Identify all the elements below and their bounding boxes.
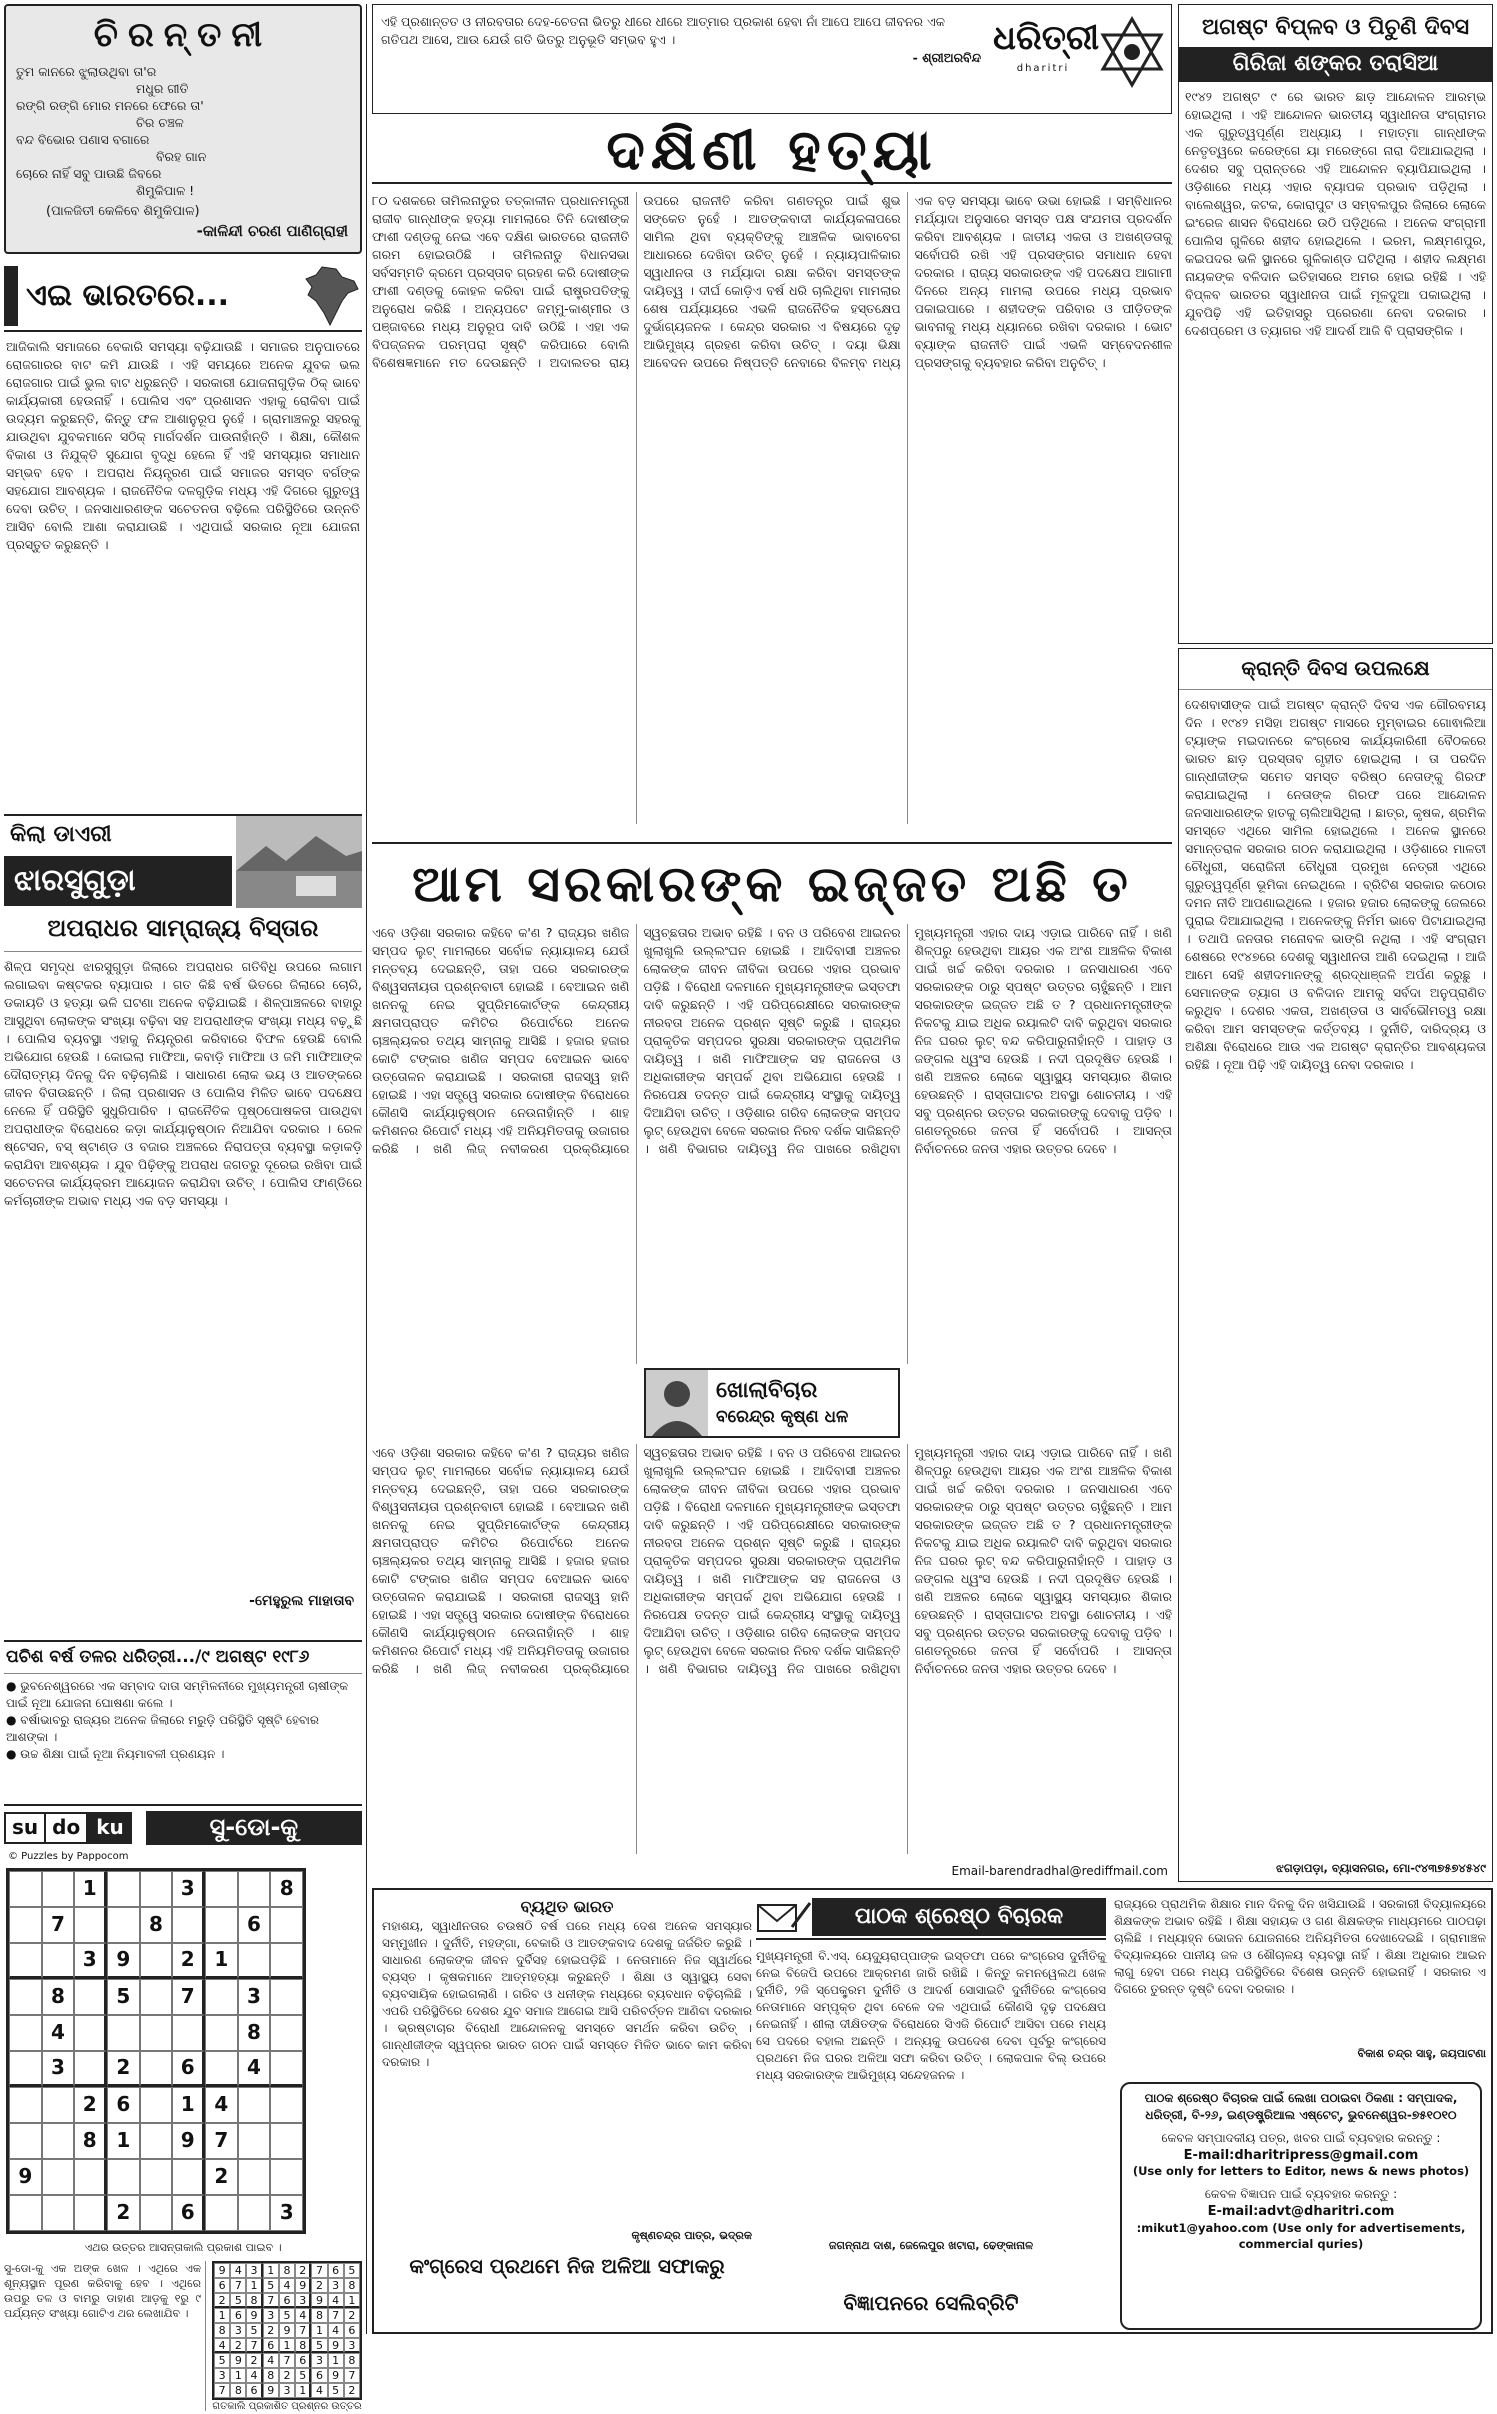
pachisha-list bbox=[4, 1674, 362, 1767]
poem-box bbox=[4, 4, 362, 254]
solution-cell: 8 bbox=[311, 2308, 327, 2323]
letters-heading: ପାଠକ ଶ୍ରେଷ୍ଠ ବିଚାରକ bbox=[812, 1898, 1106, 1936]
solution-cell: 2 bbox=[230, 2338, 246, 2353]
solution-cell: 6 bbox=[246, 2383, 262, 2398]
solution-cell: 1 bbox=[279, 2338, 295, 2353]
solution-cell: 1 bbox=[246, 2278, 262, 2293]
sudoku-cell[interactable] bbox=[205, 2015, 238, 2051]
sudoku-cell[interactable] bbox=[9, 1943, 42, 1979]
sudoku-cell[interactable] bbox=[172, 2159, 205, 2195]
sudoku-brand-odia: ସୁ-ଡୋ-କୁ bbox=[146, 1811, 362, 1844]
solution-cell: 7 bbox=[279, 2353, 295, 2368]
sudoku-brand-ku: ku bbox=[88, 1812, 132, 1844]
sudoku-solution bbox=[212, 2261, 362, 2414]
solution-cell: 5 bbox=[214, 2353, 230, 2368]
sudoku-cell[interactable]: 9 bbox=[172, 2123, 205, 2159]
hexagram-logo-icon bbox=[1097, 15, 1167, 101]
right-article-author: ଗିରିଜା ଶଙ୍କର ତରାସିଆ bbox=[1179, 47, 1492, 81]
solution-cell: 4 bbox=[230, 2263, 246, 2278]
khola-bichara-box bbox=[644, 1368, 900, 1438]
solution-cell: 2 bbox=[279, 2368, 295, 2383]
letter-3-text: ରାଜ୍ୟରେ ପ୍ରାଥମିକ ଶିକ୍ଷାର ମାନ ଦିନକୁ ଦିନ ଖସିଯାଉଛି । ସରକାରୀ ବିଦ୍ୟାଳୟରେ ଶିକ୍ଷକଙ୍କ ଅଭାବ ରହିଛି । ଶିକ୍ଷା ସହାୟକ ଓ ଗଣ ଶିକ୍ଷକଙ୍କ ମାଧ୍ୟମରେ ପାଠପଢ଼ା ଚାଲିଛି । ମଧ୍ୟାହ୍ନ ଭୋଜନ ଯୋଜନାରେ ଅନିୟମିତତା ଦେଖାଦେଇଛି । ଗ୍ରାମାଞ୍ଚଳ ବିଦ୍ୟାଳୟରେ ପାନୀୟ ଜଳ ଓ ଶୌଚାଳୟ ବ୍ୟବସ୍ଥା ନାହିଁ । ଶିକ୍ଷା ଅଧିକାର ଆଇନ ଲାଗୁ ହେବା ପରେ ମଧ୍ୟ ପରିସ୍ଥିତିରେ ବିଶେଷ ଉନ୍ନତି ହୋଇନାହିଁ । ସରକାର ଏ ଦିଗରେ ତୁରନ୍ତ ଦୃଷ୍ଟି ଦେବା ଦରକାର । bbox=[1114, 1897, 1486, 1996]
sudoku-cell[interactable] bbox=[9, 2087, 42, 2123]
solution-cell: 8 bbox=[230, 2383, 246, 2398]
sudoku-cell[interactable] bbox=[42, 2123, 75, 2159]
email-label: କେବଳ ସମ୍ପାଦକୀୟ ପତ୍ର, ଖବର ପାଇଁ ବ୍ୟବହାର କରନ୍ତୁ : bbox=[1161, 2131, 1441, 2145]
kila-diary-section bbox=[4, 814, 362, 1634]
solution-cell: 2 bbox=[263, 2323, 279, 2338]
letter-2-author: ଜଗନ୍ନାଥ ଦାଶ, ଜେଲେପୁର ଖଟାରା, ଢେଙ୍କାନାଳ bbox=[828, 2239, 1034, 2252]
sudoku-cell[interactable]: 7 bbox=[172, 1979, 205, 2015]
sudoku-cell[interactable] bbox=[238, 2159, 271, 2195]
sudoku-cell[interactable] bbox=[9, 2195, 42, 2231]
email-advt[interactable]: E-mail:advt@dharitri.com bbox=[1207, 2203, 1395, 2219]
sudoku-cell[interactable] bbox=[270, 2087, 303, 2123]
sudoku-cell[interactable]: 3 bbox=[270, 2195, 303, 2231]
sudoku-cell[interactable] bbox=[238, 2087, 271, 2123]
sudoku-cell[interactable] bbox=[140, 2087, 173, 2123]
solution-cell: 9 bbox=[246, 2308, 262, 2323]
solution-cell: 9 bbox=[311, 2293, 327, 2308]
solution-cell: 5 bbox=[279, 2308, 295, 2323]
solution-cell: 4 bbox=[295, 2308, 311, 2323]
solution-cell: 8 bbox=[344, 2278, 360, 2293]
poem-line: ମଧୁର ଗୀତି bbox=[136, 80, 189, 96]
right-article-2 bbox=[1178, 648, 1493, 1882]
sudoku-cell[interactable] bbox=[74, 1907, 107, 1943]
right-byline: ଝଗଡ଼ାପଡ଼ା, ବ୍ୟାସନଗର, ମୋ-୯୪୩୭୫୭୪୫୪୯ bbox=[1276, 1861, 1486, 1876]
solution-cell: 9 bbox=[328, 2368, 344, 2383]
column-byline bbox=[708, 1376, 848, 1430]
sudoku-cell[interactable] bbox=[74, 1979, 107, 2015]
sudoku-section bbox=[4, 1804, 362, 2412]
sudoku-cell[interactable]: 7 bbox=[42, 1907, 75, 1943]
letter-2-title: କଂଗ୍ରେସ ପ୍ରଥମେ ନିଜ ଅଳିଆ ସଫାକରୁ bbox=[409, 2254, 725, 2279]
solution-cell: 5 bbox=[328, 2383, 344, 2398]
sudoku-cell[interactable] bbox=[9, 1907, 42, 1943]
right-article-text: ୧୯୪୨ ଅଗଷ୍ଟ ୯ ରେ ଭାରତ ଛାଡ଼ ଆନ୍ଦୋଳନ ଆରମ୍ଭ ହୋଇଥିଲା । ଏହି ଆନ୍ଦୋଳନ ଭାରତୀୟ ସ୍ୱାଧୀନତା ସଂଗ୍ରାମର ଏକ ଗୁରୁତ୍ୱପୂର୍ଣ୍ଣ ଅଧ୍ୟାୟ । ମହାତ୍ମା ଗାନ୍ଧୀଙ୍କ ନେତୃତ୍ୱରେ କରେଙ୍ଗେ ୟା ମରେଙ୍ଗେ ନାରା ଦିଆଯାଇଥିଲା । ଦେଶର ସବୁ ପ୍ରାନ୍ତରେ ଏହି ଆନ୍ଦୋଳନ ବ୍ୟାପିଯାଇଥିଲା । ଓଡ଼ିଶାରେ ମଧ୍ୟ ଏହାର ବ୍ୟାପକ ପ୍ରଭାବ ପଡ଼ିଥିଲା । ବାଲେଶ୍ୱର, କଟକ, କୋରାପୁଟ ଓ ସମ୍ବଲପୁର ଜିଲାରେ ଲୋକେ ଇଂରେଜ ଶାସନ ବିରୋଧରେ ଉଠି ପଡ଼ିଥିଲେ । ଅନେକ ସଂଗ୍ରାମୀ ପୋଲିସ ଗୁଳିରେ ଶହୀଦ ହୋଇଥିଲେ । ଇରମ, ଲକ୍ଷ୍ମଣପୁର, କଇପଦର ଭଳି ସ୍ଥାନରେ ଗୁଳିକାଣ୍ଡ ଘଟିଥିଲା । ଶହୀଦ ଲକ୍ଷ୍ମଣ ନାୟକଙ୍କ ବଳିଦାନ ଇତିହାସରେ ଅମର ହୋଇ ରହିଛି । ଏହି ବିପ୍ଳବ ଭାରତର ସ୍ୱାଧୀନତା ପାଇଁ ମୂଳଦୁଆ ପକାଇଥିଲା । ଯୁବପିଢ଼ି ଏହି ଇତିହାସରୁ ପ୍ରେରଣା ନେବା ଦରକାର । ଦେଶପ୍ରେମ ଓ ତ୍ୟାଗର ଏହି ଆଦର୍ଶ ଆଜି ବି ପ୍ରାସଙ୍ଗିକ । bbox=[1185, 88, 1486, 338]
sudoku-cell[interactable]: 6 bbox=[172, 2195, 205, 2231]
solution-cell: 6 bbox=[344, 2323, 360, 2338]
author-email: Email-barendradhal@rediffmail.com bbox=[951, 1864, 1168, 1879]
poem-line: ଶିମୁକିପାଳ ! bbox=[136, 182, 195, 198]
notice-box bbox=[1120, 2082, 1482, 2330]
poem-line: ଚୋରେ ନାହିଁ ସବୁ ପାଉଛି ଜିବରେ bbox=[16, 165, 162, 181]
solution-cell: 6 bbox=[311, 2368, 327, 2383]
sudoku-cell[interactable]: 8 bbox=[140, 1907, 173, 1943]
sudoku-grid[interactable] bbox=[6, 1868, 306, 2234]
sudoku-solution-caption: ଗତକାଲି ପ୍ରକାଶିତ ପ୍ରଶ୍ନର ଉତ୍ତର bbox=[212, 2400, 362, 2412]
sudoku-cell[interactable] bbox=[140, 2015, 173, 2051]
solution-cell: 3 bbox=[295, 2293, 311, 2308]
sudoku-cell[interactable]: 1 bbox=[107, 2123, 140, 2159]
letters-section bbox=[372, 1888, 1493, 2334]
ei-bharatare-text: ଆଜିକାଲି ସମାଜରେ ବେକାରି ସମସ୍ୟା ବଢ଼ିଯାଉଛି । ସମାଜର ଅନୁପାତରେ ରୋଜଗାରର ବାଟ କମି ଯାଉଛି । ଏହି ସମୟରେ ଅନେକ ଯୁବକ ଭଲ ରୋଜଗାର ପାଇଁ ଭୁଲ ବାଟ ଧରୁଛନ୍ତି । ସରକାରୀ ଯୋଜନାଗୁଡ଼ିକ ଠିକ୍ ଭାବେ କାର୍ଯ୍ୟକାରୀ ହେଉନାହିଁ । ପୋଲିସ ଏବଂ ପ୍ରଶାସନ ଏହାକୁ ରୋକିବା ପାଇଁ ଉଦ୍ୟମ କରୁଛନ୍ତି, କିନ୍ତୁ ଫଳ ଆଶାନୁରୂପ ନୁହେଁ । ଗ୍ରାମାଞ୍ଚଳରୁ ସହରକୁ ଯାଉଥିବା ଯୁବକମାନେ ସଠିକ୍ ମାର୍ଗଦର୍ଶନ ପାଉନାହାଁନ୍ତି । ଶିକ୍ଷା, କୌଶଳ ବିକାଶ ଓ ନିଯୁକ୍ତି ସୁଯୋଗ ବୃଦ୍ଧି ହେଲେ ହିଁ ଏହି ସମସ୍ୟାର ସମାଧାନ ସମ୍ଭବ ହେବ । ଅପରାଧ ନିୟନ୍ତ୍ରଣ ପାଇଁ ସମାଜର ସମସ୍ତ ବର୍ଗଙ୍କ ସହଯୋଗ ଆବଶ୍ୟକ । ରାଜନୈତିକ ଦଳଗୁଡ଼ିକ ମଧ୍ୟ ଏହି ଦିଗରେ ଗୁରୁତ୍ୱ ଦେବା ଉଚିତ୍ । ଜନସାଧାରଣଙ୍କ ସଚେତନତା ବଢ଼ିଲେ ପରିସ୍ଥିତିରେ ଉନ୍ନତି ଆସିବ ବୋଲି ଆଶା କରାଯାଉଛି । ଏଥିପାଇଁ ସରକାର ନୂଆ ଯୋଜନା ପ୍ରସ୍ତୁତ କରୁଛନ୍ତି । bbox=[6, 339, 360, 552]
poem-line: ତୁମ କାନରେ ଝୁଲାଉଥିବା ତା'ର bbox=[16, 63, 157, 79]
masthead-quote bbox=[381, 13, 981, 67]
solution-cell: 4 bbox=[279, 2278, 295, 2293]
editorial-1-text: ୮୦ ଦଶକରେ ତାମିଲନାଡୁର ତତ୍କାଳୀନ ପ୍ରଧାନମନ୍ତ୍ରୀ ରାଜୀବ ଗାନ୍ଧୀଙ୍କ ହତ୍ୟା ମାମଲାରେ ତିନି ଦୋଷୀଙ୍କ ଫାଶୀ ଦଣ୍ଡକୁ ନେଇ ଏବେ ଦକ୍ଷିଣ ଭାରତରେ ରାଜନୀତି ଗରମ ହୋଇଉଠିଛି । ତାମିଲନାଡୁ ବିଧାନସଭା ସର୍ବସମ୍ମତି କ୍ରମେ ପ୍ରସ୍ତାବ ଗ୍ରହଣ କରି ଦୋଷୀଙ୍କ ଫାଶୀ ଦଣ୍ଡକୁ କୋହଳ କରିବା ପାଇଁ ରାଷ୍ଟ୍ରପତିଙ୍କୁ ଅନୁରୋଧ କରିଛି । ଅନ୍ୟପଟେ ଜମ୍ମୁ-କାଶ୍ମୀର ଓ ପଞ୍ଜାବରେ ମଧ୍ୟ ଅନୁରୂପ ଦାବି ଉଠିଛି । ଏହା ଏକ ବିପଜ୍ଜନକ ପରମ୍ପରା ସୃଷ୍ଟି କରିପାରେ ବୋଲି ବିଶେଷଜ୍ଞମାନେ ମତ ଦେଉଛନ୍ତି । ଅଦାଲତର ରାୟ ଉପରେ ରାଜନୀତି କରିବା ଗଣତନ୍ତ୍ର ପାଇଁ ଶୁଭ ସଙ୍କେତ ନୁହେଁ । ଆତଙ୍କବାଦୀ କାର୍ଯ୍ୟକଳାପରେ ସାମିଲ ଥିବା ବ୍ୟକ୍ତିଙ୍କୁ ଆଞ୍ଚଳିକ ଭାବାବେଗ ଆଧାରରେ ଦେଖିବା ଉଚିତ୍ ନୁହେଁ । ନ୍ୟାୟପାଳିକାର ସ୍ୱାଧୀନତା ଓ ମର୍ଯ୍ୟାଦା ରକ୍ଷା କରିବା ସମସ୍ତଙ୍କ ଦାୟିତ୍ୱ । ଦୀର୍ଘ କୋଡ଼ିଏ ବର୍ଷ ଧରି ଚାଲିଥିବା ମାମଲାର ଶେଷ ପର୍ଯ୍ୟାୟରେ ଏଭଳି ରାଜନୈତିକ ହସ୍ତକ୍ଷେପ ଦୁର୍ଭାଗ୍ୟଜନକ । କେନ୍ଦ୍ର ସରକାର ଏ ବିଷୟରେ ଦୃଢ଼ ଆଭିମୁଖ୍ୟ ଗ୍ରହଣ କରିବା ଉଚିତ୍ । ଦୟା ଭିକ୍ଷା ଆବେଦନ ଉପରେ ନିଷ୍ପତ୍ତି ନେବାରେ ବିଳମ୍ବ ମଧ୍ୟ ଏକ ବଡ଼ ସମସ୍ୟା ଭାବେ ଉଭା ହୋଇଛି । ସମ୍ବିଧାନର ମର୍ଯ୍ୟାଦା ଅନୁସାରେ ସମସ୍ତ ପକ୍ଷ ସଂଯମତା ପ୍ରଦର୍ଶନ କରିବା ଆବଶ୍ୟକ । ଜାତୀୟ ଏକତା ଓ ଅଖଣ୍ଡତାକୁ ସର୍ବୋପରି ରଖି ଏହି ପ୍ରସଙ୍ଗର ସମାଧାନ ହେବା ଦରକାର । ରାଜ୍ୟ ସରକାରଙ୍କ ଏହି ପଦକ୍ଷେପ ଆଗାମୀ ଦିନରେ ଅନ୍ୟ ମାମଲା ଉପରେ ମଧ୍ୟ ପ୍ରଭାବ ପକାଇପାରେ । ଶହୀଦଙ୍କ ପରିବାର ଓ ପୀଡ଼ିତଙ୍କ ଭାବନାକୁ ମଧ୍ୟ ଧ୍ୟାନରେ ରଖିବା ଦରକାର । ଭୋଟ ବ୍ୟାଙ୍କ ରାଜନୀତି ପାଇଁ ଏଭଳି ସମ୍ବେଦନଶୀଳ ପ୍ରସଙ୍ଗକୁ ବ୍ୟବହାର କରିବା ଅନୁଚିତ୍ । bbox=[372, 193, 1172, 370]
sudoku-cell[interactable] bbox=[172, 1907, 205, 1943]
header-bar-mark bbox=[4, 266, 18, 326]
sudoku-cell[interactable]: 2 bbox=[74, 2087, 107, 2123]
sudoku-cell[interactable] bbox=[140, 1871, 173, 1907]
solution-cell: 3 bbox=[279, 2383, 295, 2398]
paper-sub: dharitri bbox=[1016, 62, 1070, 74]
sudoku-cell[interactable]: 9 bbox=[107, 1943, 140, 1979]
sudoku-cell[interactable]: 2 bbox=[107, 2051, 140, 2087]
solution-cell: 8 bbox=[344, 2353, 360, 2368]
sudoku-cell[interactable] bbox=[270, 1943, 303, 1979]
sudoku-cell[interactable]: 6 bbox=[238, 1907, 271, 1943]
sudoku-cell[interactable] bbox=[205, 1979, 238, 2015]
sudoku-cell[interactable]: 1 bbox=[172, 2087, 205, 2123]
solution-cell: 8 bbox=[214, 2323, 230, 2338]
sudoku-cell[interactable] bbox=[270, 2159, 303, 2195]
sudoku-cell[interactable]: 8 bbox=[42, 1979, 75, 2015]
email-advt-2[interactable]: :mikut1@yahoo.com (Use only for advertisements, commercial quries) bbox=[1136, 2220, 1466, 2251]
kila-diary-label: କିଲା ଡାଏରୀ bbox=[10, 822, 112, 847]
solution-cell: 8 bbox=[279, 2263, 295, 2278]
sudoku-cell[interactable]: 4 bbox=[238, 2051, 271, 2087]
editorial-2-text: ଏବେ ଓଡ଼ିଶା ସରକାର କହିବେ କ'ଣ ? ରାଜ୍ୟର ଖଣିଜ ସମ୍ପଦ ଲୁଟ୍ ମାମଲାରେ ସର୍ବୋଚ୍ଚ ନ୍ୟାୟାଳୟ ଯେଉଁ ମନ୍ତବ୍ୟ ଦେଇଛନ୍ତି, ତାହା ପରେ ସରକାରଙ୍କ ବିଶ୍ୱସନୀୟତା ପ୍ରଶ୍ନବାଚୀ ହୋଇଛି । ବେଆଇନ ଖଣି ଖନନକୁ ନେଇ ସୁପ୍ରିମକୋର୍ଟଙ୍କ କେନ୍ଦ୍ରୀୟ କ୍ଷମତାପ୍ରାପ୍ତ କମିଟିର ରିପୋର୍ଟରେ ଅନେକ ଚାଞ୍ଚଲ୍ୟକର ତଥ୍ୟ ସାମ୍ନାକୁ ଆସିଛି । ହଜାର ହଜାର କୋଟି ଟଙ୍କାର ଖଣିଜ ସମ୍ପଦ ବେଆଇନ ଭାବେ ଉତ୍ତୋଳନ କରାଯାଇଛି । ସରକାରୀ ରାଜସ୍ୱ ହାନି ହୋଇଛି । ଏହା ସତ୍ତ୍ୱେ ସରକାର ଦୋଷୀଙ୍କ ବିରୋଧରେ କୌଣସି କାର୍ଯ୍ୟାନୁଷ୍ଠାନ ନେଉନାହାଁନ୍ତି । ଶାହ କମିଶନର ରିପୋର୍ଟ ମଧ୍ୟ ଏହି ଅନିୟମିତତାକୁ ଉଜାଗର କରିଛି । ଖଣି ଲିଜ୍ ନବୀକରଣ ପ୍ରକ୍ରିୟାରେ ସ୍ୱଚ୍ଛତାର ଅଭାବ ରହିଛି । ବନ ଓ ପରିବେଶ ଆଇନର ଖୁଲାଖୁଲି ଉଲ୍ଲଂଘନ ହୋଇଛି । ଆଦିବାସୀ ଅଞ୍ଚଳର ଲୋକଙ୍କ ଜୀବନ ଜୀବିକା ଉପରେ ଏହାର ପ୍ରଭାବ ପଡ଼ିଛି । ବିରୋଧୀ ଦଳମାନେ ମୁଖ୍ୟମନ୍ତ୍ରୀଙ୍କ ଇସ୍ତଫା ଦାବି କରୁଛନ୍ତି । ଏହି ପରିପ୍ରେକ୍ଷୀରେ ସରକାରଙ୍କ ନୀରବତା ଅନେକ ପ୍ରଶ୍ନ ସୃଷ୍ଟି କରୁଛି । ରାଜ୍ୟର ପ୍ରାକୃତିକ ସମ୍ପଦର ସୁରକ୍ଷା ସରକାରଙ୍କ ପ୍ରାଥମିକ ଦାୟିତ୍ୱ । ଖଣି ମାଫିଆଙ୍କ ସହ ରାଜନେତା ଓ ଅଧିକାରୀଙ୍କ ସମ୍ପର୍କ ଥିବା ଅଭିଯୋଗ ହେଉଛି । ନିରପେକ୍ଷ ତଦନ୍ତ ପାଇଁ କେନ୍ଦ୍ରୀୟ ସଂସ୍ଥାକୁ ଦାୟିତ୍ୱ ଦିଆଯିବା ଉଚିତ୍ । ଓଡ଼ିଶାର ଗରିବ ଲୋକଙ୍କ ସମ୍ପଦ ଲୁଟ୍ ହେଉଥିବା ବେଳେ ସରକାର ନିରବ ଦର୍ଶକ ସାଜିଛନ୍ତି । ଖଣି ବିଭାଗର ଦାୟିତ୍ୱ ନିଜ ପାଖରେ ରଖିଥିବା ମୁଖ୍ୟମନ୍ତ୍ରୀ ଏହାର ଦାୟ ଏଡ଼ାଇ ପାରିବେ ନାହିଁ । ଖଣି ଶିଳ୍ପରୁ ହେଉଥିବା ଆୟର ଏକ ଅଂଶ ଆଞ୍ଚଳିକ ବିକାଶ ପାଇଁ ଖର୍ଚ୍ଚ କରିବା ଦରକାର । ଜନସାଧାରଣ ଏବେ ସରକାରଙ୍କ ଠାରୁ ସ୍ପଷ୍ଟ ଉତ୍ତର ଚାହୁଁଛନ୍ତି । ଆମ ସରକାରଙ୍କ ଇଜ୍ଜତ ଅଛି ତ ? ପ୍ରଧାନମନ୍ତ୍ରୀଙ୍କ ନିକଟକୁ ଯାଇ ଅଧିକ ରୟାଲଟି ଦାବି କରୁଥିବା ସରକାର ନିଜ ଘରର ଲୁଟ୍ ବନ୍ଦ କରିପାରୁନାହାଁନ୍ତି । ପାହାଡ଼ ଓ ଜଙ୍ଗଲ ଧ୍ୱଂସ ହେଉଛି । ନଦୀ ପ୍ରଦୂଷିତ ହେଉଛି । ଖଣି ଅଞ୍ଚଳର ଲୋକେ ସ୍ୱାସ୍ଥ୍ୟ ସମସ୍ୟାର ଶିକାର ହେଉଛନ୍ତି । ରାସ୍ତାଘାଟର ଅବସ୍ଥା ଶୋଚନୀୟ । ଏହି ସବୁ ପ୍ରଶ୍ନର ଉତ୍ତର ସରକାରଙ୍କୁ ଦେବାକୁ ପଡ଼ିବ । ଗଣତନ୍ତ୍ରରେ ଜନତା ହିଁ ସର୍ବୋପରି । ଆସନ୍ତା ନିର୍ବାଚନରେ ଜନତା ଏହାର ଉତ୍ତର ଦେବେ । bbox=[372, 925, 1172, 1156]
sudoku-solution-grid bbox=[212, 2261, 362, 2400]
sudoku-cell[interactable]: 8 bbox=[238, 2015, 271, 2051]
sudoku-cell[interactable]: 1 bbox=[205, 1943, 238, 1979]
sudoku-cell[interactable] bbox=[42, 2159, 75, 2195]
right-sub-heading: କ୍ରାନ୍ତି ଦିବସ ଉପଲକ୍ଷେ bbox=[1179, 649, 1492, 690]
solution-cell: 1 bbox=[230, 2368, 246, 2383]
sudoku-cell[interactable] bbox=[238, 1871, 271, 1907]
sudoku-credit: © Puzzles by Pappocom bbox=[8, 1851, 129, 1862]
solution-cell: 4 bbox=[328, 2323, 344, 2338]
solution-cell: 5 bbox=[311, 2338, 327, 2353]
sudoku-header bbox=[4, 1806, 362, 1850]
sudoku-cell[interactable] bbox=[140, 2051, 173, 2087]
sudoku-cell[interactable] bbox=[205, 2051, 238, 2087]
sudoku-cell[interactable] bbox=[107, 1871, 140, 1907]
solution-cell: 6 bbox=[263, 2338, 279, 2353]
kila-diary-author: -ମେହୁରୁଲ ମାହାତାବ bbox=[249, 1593, 354, 1610]
envelope-pen-icon bbox=[756, 1897, 812, 1937]
letter-2 bbox=[756, 1948, 1106, 2268]
author-photo bbox=[646, 1370, 708, 1436]
solution-cell: 3 bbox=[311, 2353, 327, 2368]
sudoku-cell[interactable] bbox=[107, 2159, 140, 2195]
letter-1-author: କୃଷ୍ଣଚନ୍ଦ୍ର ପାତ୍ର, ଭଦ୍ରକ bbox=[631, 2229, 752, 2243]
poem-author: -କାଳିନ୍ଦୀ ଚରଣ ପାଣିଗ୍ରାହୀ bbox=[196, 221, 348, 240]
sudoku-answer-note: ଏଥର ଉତ୍ତର ଆସନ୍ତାକାଲି ପ୍ରକାଶ ପାଇବ । bbox=[84, 2240, 282, 2254]
solution-cell: 4 bbox=[263, 2353, 279, 2368]
district-photo bbox=[236, 816, 362, 908]
solution-cell: 7 bbox=[214, 2383, 230, 2398]
solution-cell: 3 bbox=[263, 2308, 279, 2323]
solution-cell: 1 bbox=[295, 2383, 311, 2398]
sudoku-cell[interactable] bbox=[42, 2195, 75, 2231]
poem-line: ବିରହ ଗାନ bbox=[156, 148, 207, 164]
sudoku-cell[interactable] bbox=[9, 2123, 42, 2159]
poem-line: ବନ୍ଦ ବିଭୋର ପଣାସ ବଗାରେ bbox=[16, 131, 150, 147]
editorial-2 bbox=[372, 842, 1172, 1882]
solution-cell: 3 bbox=[230, 2323, 246, 2338]
notice-text: ପାଠକ ଶ୍ରେଷ୍ଠ ବିଚାରକ ପାଇଁ ଲେଖା ପଠାଇବା ଠିକଣା : ସମ୍ପାଦକ, ଧରିତ୍ରୀ, ବି-୨୬, ଇଣ୍ଡଷ୍ଟ୍ରିଆଲ ଏଷ୍ଟେଟ୍, ଭୁବନେଶ୍ୱର-୭୫୧୦୧୦ bbox=[1144, 2091, 1458, 2122]
sudoku-cell[interactable] bbox=[270, 1907, 303, 1943]
sudoku-cell[interactable] bbox=[270, 2051, 303, 2087]
solution-cell: 7 bbox=[295, 2323, 311, 2338]
letter-3-author: ବିକାଶ ଚନ୍ଦ୍ର ସାହୁ, ଜୟପାଟଣା bbox=[1357, 2047, 1486, 2060]
list-item: ● ବର୍ଷାଭାବରୁ ରାଜ୍ୟର ଅନେକ ଜିଲାରେ ମରୁଡ଼ି ପରିସ୍ଥିତି ସୃଷ୍ଟି ହେବାର ଆଶଙ୍କା । bbox=[6, 1713, 319, 1745]
sudoku-cell[interactable] bbox=[270, 2015, 303, 2051]
sudoku-cell[interactable]: 2 bbox=[205, 2159, 238, 2195]
sudoku-cell[interactable] bbox=[9, 1871, 42, 1907]
sudoku-cell[interactable]: 3 bbox=[238, 1979, 271, 2015]
sudoku-cell[interactable]: 8 bbox=[74, 2123, 107, 2159]
solution-cell: 5 bbox=[230, 2293, 246, 2308]
solution-cell: 2 bbox=[246, 2353, 262, 2368]
solution-cell: 3 bbox=[344, 2338, 360, 2353]
ei-bharatare-section bbox=[4, 262, 362, 810]
sudoku-cell[interactable] bbox=[74, 2159, 107, 2195]
solution-cell: 6 bbox=[230, 2308, 246, 2323]
sudoku-cell[interactable] bbox=[270, 1979, 303, 2015]
sudoku-instructions: ସୁ-ଡୋ-କୁ ଏକ ଅଙ୍କ ଖେଳ । ଏଥିରେ ଏକ ଶୂନ୍ୟସ୍ଥାନ ପୂରଣ କରିବାକୁ ହେବ । ଏଥିରେ ଉପରୁ ତଳ ଓ ବାମରୁ ଡାହାଣ ଆଡ଼କୁ ୧ରୁ ୯ ପର୍ଯ୍ୟନ୍ତ ସଂଖ୍ୟା ଗୋଟିଏ ଥର ଲେଖାଯିବ । bbox=[4, 2261, 206, 2411]
solution-cell: 5 bbox=[246, 2323, 262, 2338]
sudoku-brand bbox=[4, 1812, 132, 1844]
solution-cell: 3 bbox=[328, 2278, 344, 2293]
district-name: ଝାରସୁଗୁଡ଼ା bbox=[14, 863, 136, 898]
sudoku-cell[interactable]: 7 bbox=[205, 2123, 238, 2159]
email-editor-note: (Use only for letters to Editor, news & news photos) bbox=[1132, 2164, 1470, 2179]
sudoku-cell[interactable] bbox=[238, 2195, 271, 2231]
kila-diary-head bbox=[4, 814, 362, 906]
india-map-icon bbox=[302, 265, 362, 327]
letter-1-title: ବ୍ୟଥିତ ଭାରତ bbox=[520, 1897, 614, 1916]
solution-cell: 1 bbox=[328, 2353, 344, 2368]
sudoku-cell[interactable]: 3 bbox=[42, 2051, 75, 2087]
solution-cell: 9 bbox=[263, 2383, 279, 2398]
poem-line: ରଙ୍ଗି ରଙ୍ଗି ମୋର ମନରେ ଫେରେ ତା' bbox=[16, 97, 204, 113]
solution-cell: 9 bbox=[230, 2353, 246, 2368]
sudoku-cell[interactable] bbox=[140, 1943, 173, 1979]
sudoku-brand-su: su bbox=[4, 1812, 46, 1844]
poem-title: ଚିରନ୍ତନୀ bbox=[93, 15, 273, 55]
editorial-1 bbox=[372, 118, 1172, 838]
sudoku-cell[interactable]: 6 bbox=[172, 2051, 205, 2087]
solution-cell: 9 bbox=[328, 2338, 344, 2353]
solution-cell: 4 bbox=[328, 2293, 344, 2308]
ei-bharatare-heading: ଏଇ ଭାରତରେ... bbox=[26, 278, 230, 314]
sudoku-cell[interactable] bbox=[9, 1979, 42, 2015]
solution-cell: 5 bbox=[344, 2263, 360, 2278]
right-article bbox=[1178, 4, 1493, 644]
solution-cell: 1 bbox=[214, 2308, 230, 2323]
solution-cell: 7 bbox=[344, 2368, 360, 2383]
kila-diary-headline: ଅପରାଧର ସାମ୍ରାଜ୍ୟ ବିସ୍ତାର bbox=[4, 906, 362, 952]
letters-heading-bar bbox=[756, 1896, 1106, 1940]
poem-credit: (ପାଳଜିତୀ କେଳିବେ ଶିମୁକିପାଳ) bbox=[46, 203, 200, 219]
solution-cell: 7 bbox=[230, 2278, 246, 2293]
solution-cell: 6 bbox=[328, 2263, 344, 2278]
solution-cell: 2 bbox=[311, 2278, 327, 2293]
solution-cell: 3 bbox=[246, 2263, 262, 2278]
sudoku-cell[interactable] bbox=[140, 2195, 173, 2231]
ei-bharatare-header bbox=[4, 262, 362, 332]
sudoku-cell[interactable] bbox=[9, 2051, 42, 2087]
right-article-2-text: ଦେଶବାସୀଙ୍କ ପାଇଁ ଅଗଷ୍ଟ କ୍ରାନ୍ତି ଦିବସ ଏକ ଗୌରବମୟ ଦିନ । ୧୯୪୨ ମସିହା ଅଗଷ୍ଟ ମାସରେ ମୁମ୍ବାଇର ଗୋଵାଲିଆ ଟ୍ୟାଙ୍କ ମଇଦାନରେ କଂଗ୍ରେସ କାର୍ଯ୍ୟକାରିଣୀ ବୈଠକରେ ଭାରତ ଛାଡ଼ ପ୍ରସ୍ତାବ ଗୃହୀତ ହୋଇଥିଲା । ତା ପରଦିନ ଗାନ୍ଧୀଜୀଙ୍କ ସମେତ ସମସ୍ତ ବରିଷ୍ଠ ନେତାଙ୍କୁ ଗିରଫ କରାଯାଇଥିଲା । ନେତାଙ୍କ ଗିରଫ ପରେ ଆନ୍ଦୋଳନ ଜନସାଧାରଣଙ୍କ ହାତକୁ ଚାଲିଆସିଥିଲା । ଛାତ୍ର, କୃଷକ, ଶ୍ରମିକ ସମସ୍ତେ ଏଥିରେ ସାମିଲ ହୋଇଥିଲେ । ଅନେକ ସ୍ଥାନରେ ସମାନ୍ତରାଳ ସରକାର ଗଠନ କରାଯାଇଥିଲା । ଓଡ଼ିଶାରେ ମାଳତୀ ଚୌଧୁରୀ, ସରୋଜିନୀ ଚୌଧୁରୀ ପ୍ରମୁଖ ନେତ୍ରୀ ଏଥିରେ ଗୁରୁତ୍ୱପୂର୍ଣ୍ଣ ଭୂମିକା ନେଇଥିଲେ । ବ୍ରିଟିଶ ସରକାର କଠୋର ଦମନ ନୀତି ଆପଣାଇଥିଲେ । ହଜାର ହଜାର ଲୋକଙ୍କୁ ଜେଲରେ ପୁରାଇ ଦିଆଯାଇଥିଲା । ଅନେକଙ୍କୁ ନିର୍ମମ ଭାବେ ପିଟାଯାଇଥିଲା । ତଥାପି ଜନତାର ମନୋବଳ ଭାଙ୍ଗି ନଥିଲା । ଏହି ସଂଗ୍ରାମ ଶେଷରେ ୧୯୪୭ରେ ଦେଶକୁ ସ୍ୱାଧୀନତା ଆଣି ଦେଇଥିଲା । ଆଜି ଆମେ ସେହି ଶହୀଦମାନଙ୍କୁ ଶ୍ରଦ୍ଧାଞ୍ଜଳି ଅର୍ପଣ କରୁଛୁ । ସେମାନଙ୍କ ତ୍ୟାଗ ଓ ବଳିଦାନ ଆମକୁ ସର୍ବଦା ଅନୁପ୍ରାଣିତ କରୁଥିବ । ଦେଶର ଏକତା, ଅଖଣ୍ଡତା ଓ ସାର୍ବଭୌମତ୍ୱ ରକ୍ଷା କରିବା ଆମ ସମସ୍ତଙ୍କ କର୍ତ୍ତବ୍ୟ । ଦୁର୍ନୀତି, ଦାରିଦ୍ର୍ୟ ଓ ଅଶିକ୍ଷା ବିରୋଧରେ ଆଉ ଏକ ଅଗଷ୍ଟ କ୍ରାନ୍ତିର ଆବଶ୍ୟକତା ରହିଛି । ନୂଆ ପିଢ଼ି ଏହି ଦାୟିତ୍ୱ ନେବା ଦରକାର । bbox=[1185, 696, 1486, 1072]
email-advt-label: କେବଳ ବିଜ୍ଞାପନ ପାଇଁ ବ୍ୟବହାର କରନ୍ତୁ : bbox=[1204, 2187, 1398, 2202]
solution-cell: 1 bbox=[263, 2263, 279, 2278]
sudoku-cell[interactable]: 2 bbox=[172, 1943, 205, 1979]
solution-cell: 7 bbox=[328, 2308, 344, 2323]
sudoku-cell[interactable] bbox=[9, 2015, 42, 2051]
letter-3 bbox=[1114, 1896, 1486, 2076]
solution-cell: 7 bbox=[246, 2338, 262, 2353]
pachisha-barsha-section bbox=[4, 1640, 362, 1800]
sudoku-cell[interactable]: 1 bbox=[74, 1871, 107, 1907]
district-name-bar bbox=[4, 856, 232, 906]
solution-cell: 9 bbox=[295, 2278, 311, 2293]
email-editor[interactable]: E-mail:dharitripress@gmail.com bbox=[1183, 2147, 1419, 2163]
sudoku-cell[interactable]: 2 bbox=[107, 2195, 140, 2231]
solution-cell: 8 bbox=[246, 2293, 262, 2308]
solution-cell: 4 bbox=[246, 2368, 262, 2383]
solution-cell: 8 bbox=[295, 2338, 311, 2353]
solution-cell: 5 bbox=[295, 2368, 311, 2383]
sudoku-cell[interactable] bbox=[42, 1943, 75, 1979]
solution-cell: 1 bbox=[344, 2293, 360, 2308]
sudoku-cell[interactable] bbox=[140, 1979, 173, 2015]
solution-cell: 5 bbox=[263, 2278, 279, 2293]
sudoku-brand-do: do bbox=[46, 1812, 88, 1844]
sudoku-cell[interactable] bbox=[74, 2195, 107, 2231]
solution-cell: 6 bbox=[295, 2353, 311, 2368]
solution-cell: 7 bbox=[263, 2293, 279, 2308]
solution-cell: 2 bbox=[214, 2293, 230, 2308]
poem-line: ଚିର ଚଞ୍ଚଳ bbox=[136, 114, 184, 130]
kila-diary-text: ଶିଳ୍ପ ସମୃଦ୍ଧ ଝାରସୁଗୁଡ଼ା ଜିଲାରେ ଅପରାଧର ଗତିବିଧି ଉପରେ ଲଗାମ ଲଗାଇବା କଷ୍ଟକର ବ୍ୟାପାର । ଗତ କିଛି ବର୍ଷ ଭିତରେ ଜିଲାରେ ଚୋରି, ଡକାୟତି ଓ ହତ୍ୟା ଭଳି ଘଟଣା ଅନେକ ବଢ଼ିଯାଇଛି । ଶିଳ୍ପାଞ୍ଚଳରେ ବାହାରୁ ଆସୁଥିବା ଲୋକଙ୍କ ସଂଖ୍ୟା ବଢ଼ିବା ସହ ଅପରାଧୀଙ୍କ ସଂଖ୍ୟା ମଧ୍ୟ ବଢ଼ୁଛି । ପୋଲିସ ବ୍ୟବସ୍ଥା ଏହାକୁ ନିୟନ୍ତ୍ରଣ କରିବାରେ ବିଫଳ ହେଉଛି ବୋଲି ଅଭିଯୋଗ ହେଉଛି । କୋଇଲା ମାଫିଆ, କବାଡ଼ି ମାଫିଆ ଓ ଜମି ମାଫିଆଙ୍କ ଦୌରାତ୍ମ୍ୟ ଦିନକୁ ଦିନ ବଢ଼ିଚାଲିଛି । ସାଧାରଣ ଲୋକ ଭୟ ଓ ଆତଙ୍କରେ ଜୀବନ ବିତାଉଛନ୍ତି । ଜିଲା ପ୍ରଶାସନ ଓ ପୋଲିସ ମିଳିତ ଭାବେ ପଦକ୍ଷେପ ନେଲେ ହିଁ ପରିସ୍ଥିତି ସୁଧୁରିପାରିବ । ରାଜନୈତିକ ପୃଷ୍ଠପୋଷକତା ପାଉଥିବା ଅପରାଧୀଙ୍କ ବିରୋଧରେ କଡ଼ା କାର୍ଯ୍ୟାନୁଷ୍ଠାନ ନିଆଯିବା ଦରକାର । ରେଳ ଷ୍ଟେସନ, ବସ୍ ଷ୍ଟାଣ୍ଡ ଓ ବଜାର ଅଞ୍ଚଳରେ ନିରାପତ୍ତା ବ୍ୟବସ୍ଥା କଡ଼ାକଡ଼ି କରାଯିବା ଆବଶ୍ୟକ । ଯୁବ ପିଢ଼ିଙ୍କୁ ଅପରାଧ ଜଗତରୁ ଦୂରେଇ ରଖିବା ପାଇଁ ସଚେତନତା କାର୍ଯ୍ୟକ୍ରମ ଆୟୋଜନ କରାଯିବା ଉଚିତ୍ । ପୋଲିସ ଫାଣ୍ଡିରେ କର୍ମଚାରୀଙ୍କ ଅଭାବ ମଧ୍ୟ ଏକ ବଡ଼ ସମସ୍ୟା । bbox=[4, 959, 362, 1209]
sudoku-cell[interactable]: 5 bbox=[107, 1979, 140, 2015]
sudoku-cell[interactable] bbox=[238, 2123, 271, 2159]
letter-1-text: ମହାଶୟ, ସ୍ୱାଧୀନତାର ଚଉଷଠି ବର୍ଷ ପରେ ମଧ୍ୟ ଦେଶ ଅନେକ ସମସ୍ୟାର ସମ୍ମୁଖୀନ । ଦୁର୍ନୀତି, ମହଙ୍ଗା, ବେକାରି ଓ ଆତଙ୍କବାଦ ଦେଶକୁ ଜର୍ଜରିତ କରୁଛି । ସାଧାରଣ ଲୋକଙ୍କ ଜୀବନ ଦୁର୍ବିସହ ହୋଇପଡ଼ିଛି । ନେତାମାନେ ନିଜ ସ୍ୱାର୍ଥରେ ବ୍ୟସ୍ତ । କୃଷକମାନେ ଆତ୍ମହତ୍ୟା କରୁଛନ୍ତି । ଶିକ୍ଷା ଓ ସ୍ୱାସ୍ଥ୍ୟ ସେବା ବ୍ୟବସାୟିକ ହୋଇଗଲାଣି । ଗରିବ ଓ ଧନୀଙ୍କ ମଧ୍ୟରେ ବ୍ୟବଧାନ ବଢ଼ିଚାଲିଛି । ଏପରି ପରିସ୍ଥିତିରେ ଦେଶର ଯୁବ ସମାଜ ଆଗେଇ ଆସି ପରିବର୍ତ୍ତନ ଆଣିବା ଦରକାର । ଭ୍ରଷ୍ଟାଚାର ବିରୋଧୀ ଆନ୍ଦୋଳନକୁ ସମସ୍ତେ ସମର୍ଥନ କରିବା ଉଚିତ୍ । ଗାନ୍ଧୀଜୀଙ୍କ ସ୍ୱପ୍ନର ଭାରତ ଗଠନ ପାଇଁ ସମସ୍ତେ ମିଳିତ ଭାବେ କାମ କରିବା ଦରକାର । bbox=[382, 1919, 752, 2070]
sudoku-cell[interactable] bbox=[42, 1871, 75, 1907]
solution-cell: 1 bbox=[311, 2323, 327, 2338]
sudoku-cell[interactable] bbox=[74, 2051, 107, 2087]
sudoku-cell[interactable] bbox=[140, 2123, 173, 2159]
list-item: ● ଭୁବନେଶ୍ୱରରେ ଏକ ସମ୍ବାଦ ଦାତା ସମ୍ମିଳନୀରେ ମୁଖ୍ୟମନ୍ତ୍ରୀ ଚାଷୀଙ୍କ ପାଇଁ ନୂଆ ଯୋଜନା ଘୋଷଣା କଲେ । bbox=[6, 1679, 349, 1711]
solution-cell: 9 bbox=[279, 2323, 295, 2338]
list-item: ● ଉଚ୍ଚ ଶିକ୍ଷା ପାଇଁ ନୂଆ ନିୟମାବଳୀ ପ୍ରଣୟନ । bbox=[6, 1747, 225, 1762]
sudoku-cell[interactable] bbox=[205, 1907, 238, 1943]
sudoku-cell[interactable] bbox=[107, 1907, 140, 1943]
pachisha-heading: ପଚିଶ ବର୍ଷ ତଳର ଧରିତ୍ରୀ.../୯ ଅଗଷ୍ଟ ୧୯୮୬ bbox=[4, 1642, 362, 1674]
solution-cell: 2 bbox=[344, 2308, 360, 2323]
quote-author: - ଶ୍ରୀଅରବିନ୍ଦ bbox=[912, 50, 981, 65]
poem-lines bbox=[6, 59, 360, 203]
paper-name: ଧରିତ୍ରୀ bbox=[993, 18, 1100, 58]
solution-cell: 3 bbox=[214, 2368, 230, 2383]
right-article-title: ଅଗଷ୍ଟ ବିପ୍ଳବ ଓ ପିଚୁଣି ଦିବସ bbox=[1201, 15, 1470, 40]
sudoku-cell[interactable] bbox=[205, 2195, 238, 2231]
solution-cell: 2 bbox=[344, 2383, 360, 2398]
masthead bbox=[372, 4, 1172, 114]
sudoku-bottom bbox=[4, 2261, 362, 2414]
solution-cell: 7 bbox=[311, 2263, 327, 2278]
editorial-2-text-cont: ଏବେ ଓଡ଼ିଶା ସରକାର କହିବେ କ'ଣ ? ରାଜ୍ୟର ଖଣିଜ ସମ୍ପଦ ଲୁଟ୍ ମାମଲାରେ ସର୍ବୋଚ୍ଚ ନ୍ୟାୟାଳୟ ଯେଉଁ ମନ୍ତବ୍ୟ ଦେଇଛନ୍ତି, ତାହା ପରେ ସରକାରଙ୍କ ବିଶ୍ୱସନୀୟତା ପ୍ରଶ୍ନବାଚୀ ହୋଇଛି । ବେଆଇନ ଖଣି ଖନନକୁ ନେଇ ସୁପ୍ରିମକୋର୍ଟଙ୍କ କେନ୍ଦ୍ରୀୟ କ୍ଷମତାପ୍ରାପ୍ତ କମିଟିର ରିପୋର୍ଟରେ ଅନେକ ଚାଞ୍ଚଲ୍ୟକର ତଥ୍ୟ ସାମ୍ନାକୁ ଆସିଛି । ହଜାର ହଜାର କୋଟି ଟଙ୍କାର ଖଣିଜ ସମ୍ପଦ ବେଆଇନ ଭାବେ ଉତ୍ତୋଳନ କରାଯାଇଛି । ସରକାରୀ ରାଜସ୍ୱ ହାନି ହୋଇଛି । ଏହା ସତ୍ତ୍ୱେ ସରକାର ଦୋଷୀଙ୍କ ବିରୋଧରେ କୌଣସି କାର୍ଯ୍ୟାନୁଷ୍ଠାନ ନେଉନାହାଁନ୍ତି । ଶାହ କମିଶନର ରିପୋର୍ଟ ମଧ୍ୟ ଏହି ଅନିୟମିତତାକୁ ଉଜାଗର କରିଛି । ଖଣି ଲିଜ୍ ନବୀକରଣ ପ୍ରକ୍ରିୟାରେ ସ୍ୱଚ୍ଛତାର ଅଭାବ ରହିଛି । ବନ ଓ ପରିବେଶ ଆଇନର ଖୁଲାଖୁଲି ଉଲ୍ଲଂଘନ ହୋଇଛି । ଆଦିବାସୀ ଅଞ୍ଚଳର ଲୋକଙ୍କ ଜୀବନ ଜୀବିକା ଉପରେ ଏହାର ପ୍ରଭାବ ପଡ଼ିଛି । ବିରୋଧୀ ଦଳମାନେ ମୁଖ୍ୟମନ୍ତ୍ରୀଙ୍କ ଇସ୍ତଫା ଦାବି କରୁଛନ୍ତି । ଏହି ପରିପ୍ରେକ୍ଷୀରେ ସରକାରଙ୍କ ନୀରବତା ଅନେକ ପ୍ରଶ୍ନ ସୃଷ୍ଟି କରୁଛି । ରାଜ୍ୟର ପ୍ରାକୃତିକ ସମ୍ପଦର ସୁରକ୍ଷା ସରକାରଙ୍କ ପ୍ରାଥମିକ ଦାୟିତ୍ୱ । ଖଣି ମାଫିଆଙ୍କ ସହ ରାଜନେତା ଓ ଅଧିକାରୀଙ୍କ ସମ୍ପର୍କ ଥିବା ଅଭିଯୋଗ ହେଉଛି । ନିରପେକ୍ଷ ତଦନ୍ତ ପାଇଁ କେନ୍ଦ୍ରୀୟ ସଂସ୍ଥାକୁ ଦାୟିତ୍ୱ ଦିଆଯିବା ଉଚିତ୍ । ଓଡ଼ିଶାର ଗରିବ ଲୋକଙ୍କ ସମ୍ପଦ ଲୁଟ୍ ହେଉଥିବା ବେଳେ ସରକାର ନିରବ ଦର୍ଶକ ସାଜିଛନ୍ତି । ଖଣି ବିଭାଗର ଦାୟିତ୍ୱ ନିଜ ପାଖରେ ରଖିଥିବା ମୁଖ୍ୟମନ୍ତ୍ରୀ ଏହାର ଦାୟ ଏଡ଼ାଇ ପାରିବେ ନାହିଁ । ଖଣି ଶିଳ୍ପରୁ ହେଉଥିବା ଆୟର ଏକ ଅଂଶ ଆଞ୍ଚଳିକ ବିକାଶ ପାଇଁ ଖର୍ଚ୍ଚ କରିବା ଦରକାର । ଜନସାଧାରଣ ଏବେ ସରକାରଙ୍କ ଠାରୁ ସ୍ପଷ୍ଟ ଉତ୍ତର ଚାହୁଁଛନ୍ତି । ଆମ ସରକାରଙ୍କ ଇଜ୍ଜତ ଅଛି ତ ? ପ୍ରଧାନମନ୍ତ୍ରୀଙ୍କ ନିକଟକୁ ଯାଇ ଅଧିକ ରୟାଲଟି ଦାବି କରୁଥିବା ସରକାର ନିଜ ଘରର ଲୁଟ୍ ବନ୍ଦ କରିପାରୁନାହାଁନ୍ତି । ପାହାଡ଼ ଓ ଜଙ୍ଗଲ ଧ୍ୱଂସ ହେଉଛି । ନଦୀ ପ୍ରଦୂଷିତ ହେଉଛି । ଖଣି ଅଞ୍ଚଳର ଲୋକେ ସ୍ୱାସ୍ଥ୍ୟ ସମସ୍ୟାର ଶିକାର ହେଉଛନ୍ତି । ରାସ୍ତାଘାଟର ଅବସ୍ଥା ଶୋଚନୀୟ । ଏହି ସବୁ ପ୍ରଶ୍ନର ଉତ୍ତର ସରକାରଙ୍କୁ ଦେବାକୁ ପଡ଼ିବ । ଗଣତନ୍ତ୍ରରେ ଜନତା ହିଁ ସର୍ବୋପରି । ଆସନ୍ତା ନିର୍ବାଚନରେ ଜନତା ଏହାର ଉତ୍ତର ଦେବେ । bbox=[372, 1445, 1172, 1676]
sudoku-cell[interactable] bbox=[107, 2015, 140, 2051]
solution-cell: 6 bbox=[214, 2278, 230, 2293]
editorial-2-title: ଆମ ସରକାରଙ୍କ ଇଜ୍ଜତ ଅଛି ତ bbox=[412, 855, 1132, 913]
editorial-1-title: ଦକ୍ଷିଣୀ ହତ୍ୟା bbox=[372, 118, 1172, 184]
sudoku-cell[interactable] bbox=[270, 2123, 303, 2159]
solution-cell: 4 bbox=[311, 2383, 327, 2398]
paper-name-block bbox=[993, 15, 1100, 76]
solution-cell: 2 bbox=[295, 2263, 311, 2278]
letter-1 bbox=[382, 1896, 752, 2326]
solution-cell: 4 bbox=[214, 2338, 230, 2353]
sudoku-cell[interactable]: 9 bbox=[9, 2159, 42, 2195]
column-author: ବରେନ୍ଦ୍ର କୃଷ୍ଣ ଧଳ bbox=[716, 1407, 849, 1428]
letter-2-text: ମୁଖ୍ୟମନ୍ତ୍ରୀ ବି.ଏସ୍. ୟେଦ୍ୟୁରାପ୍ପାଙ୍କ ଇସ୍ତଫା ପରେ କଂଗ୍ରେସ ଦୁର୍ନୀତିକୁ ନେଇ ବିଜେପି ଉପରେ ଆକ୍ରମଣ ଜାରି ରଖିଛି । କିନ୍ତୁ କମନୱେଲଥ ଖେଳ ଦୁର୍ନୀତି, ୨ଜି ସ୍ପେକ୍ଟ୍ରମ ଦୁର୍ନୀତି ଓ ଆଦର୍ଶ ସୋସାଇଟି ଦୁର୍ନୀତିରେ କଂଗ୍ରେସ ନେତାମାନେ ସମ୍ପୃକ୍ତ ଥିବା ବେଳେ ଦଳ ଏଥିପାଇଁ କୌଣସି ଦୃଢ଼ ପଦକ୍ଷେପ ନେଇନାହିଁ । ଶୀଲା ଦୀକ୍ଷିତଙ୍କ ବିରୋଧରେ ସିଏଜି ରିପୋର୍ଟ ଆସିବା ପରେ ମଧ୍ୟ ସେ ପଦରେ ବହାଲ ଅଛନ୍ତି । ଅନ୍ୟକୁ ଉପଦେଶ ଦେବା ପୂର୍ବରୁ କଂଗ୍ରେସ ପ୍ରଥମେ ନିଜ ଘରର ଅଳିଆ ସଫା କରିବା ଉଚିତ୍ । ଲୋକପାଳ ବିଲ୍ ଉପରେ ମଧ୍ୟ ସରକାରଙ୍କ ଆଭିମୁଖ୍ୟ ସନ୍ଦେହଜନକ । bbox=[756, 1949, 1106, 2082]
quote-text: ଏହି ପ୍ରଶାନ୍ତତ ଓ ନୀରବତାର ଦେହ-ଚେତନା ଭିତରୁ ଧୀରେ ଧୀରେ ଆତ୍ମାର ପ୍ରକାଶ ହେବା ନାଁ ଆପେ ଆପେ ଜୀବନର ଏକ ଗତିପଥ ଆସେ, ଆଉ ଯେଉଁ ଗତି ଭିତରୁ ଅନୁଭୂତି ସମ୍ଭବ ହୁଏ । bbox=[381, 14, 946, 47]
solution-cell: 8 bbox=[263, 2368, 279, 2383]
sudoku-cell[interactable]: 3 bbox=[172, 1871, 205, 1907]
column-name: ଖୋଲାବିଚାର bbox=[716, 1378, 818, 1404]
sudoku-cell[interactable]: 3 bbox=[74, 1943, 107, 1979]
solution-cell: 9 bbox=[214, 2263, 230, 2278]
sudoku-cell[interactable] bbox=[74, 2015, 107, 2051]
sudoku-cell[interactable] bbox=[205, 1871, 238, 1907]
sudoku-cell[interactable]: 4 bbox=[42, 2015, 75, 2051]
sudoku-cell[interactable]: 4 bbox=[205, 2087, 238, 2123]
sudoku-cell[interactable]: 6 bbox=[107, 2087, 140, 2123]
solution-cell: 6 bbox=[279, 2293, 295, 2308]
letter-4-title: ବିଜ୍ଞାପନରେ ସେଲିବ୍ରିଟି bbox=[843, 2291, 1019, 2315]
sudoku-cell[interactable] bbox=[42, 2087, 75, 2123]
sudoku-cell[interactable] bbox=[238, 1943, 271, 1979]
column-divider bbox=[366, 4, 367, 2334]
sudoku-cell[interactable] bbox=[140, 2159, 173, 2195]
sudoku-cell[interactable]: 8 bbox=[270, 1871, 303, 1907]
sudoku-cell[interactable] bbox=[172, 2015, 205, 2051]
